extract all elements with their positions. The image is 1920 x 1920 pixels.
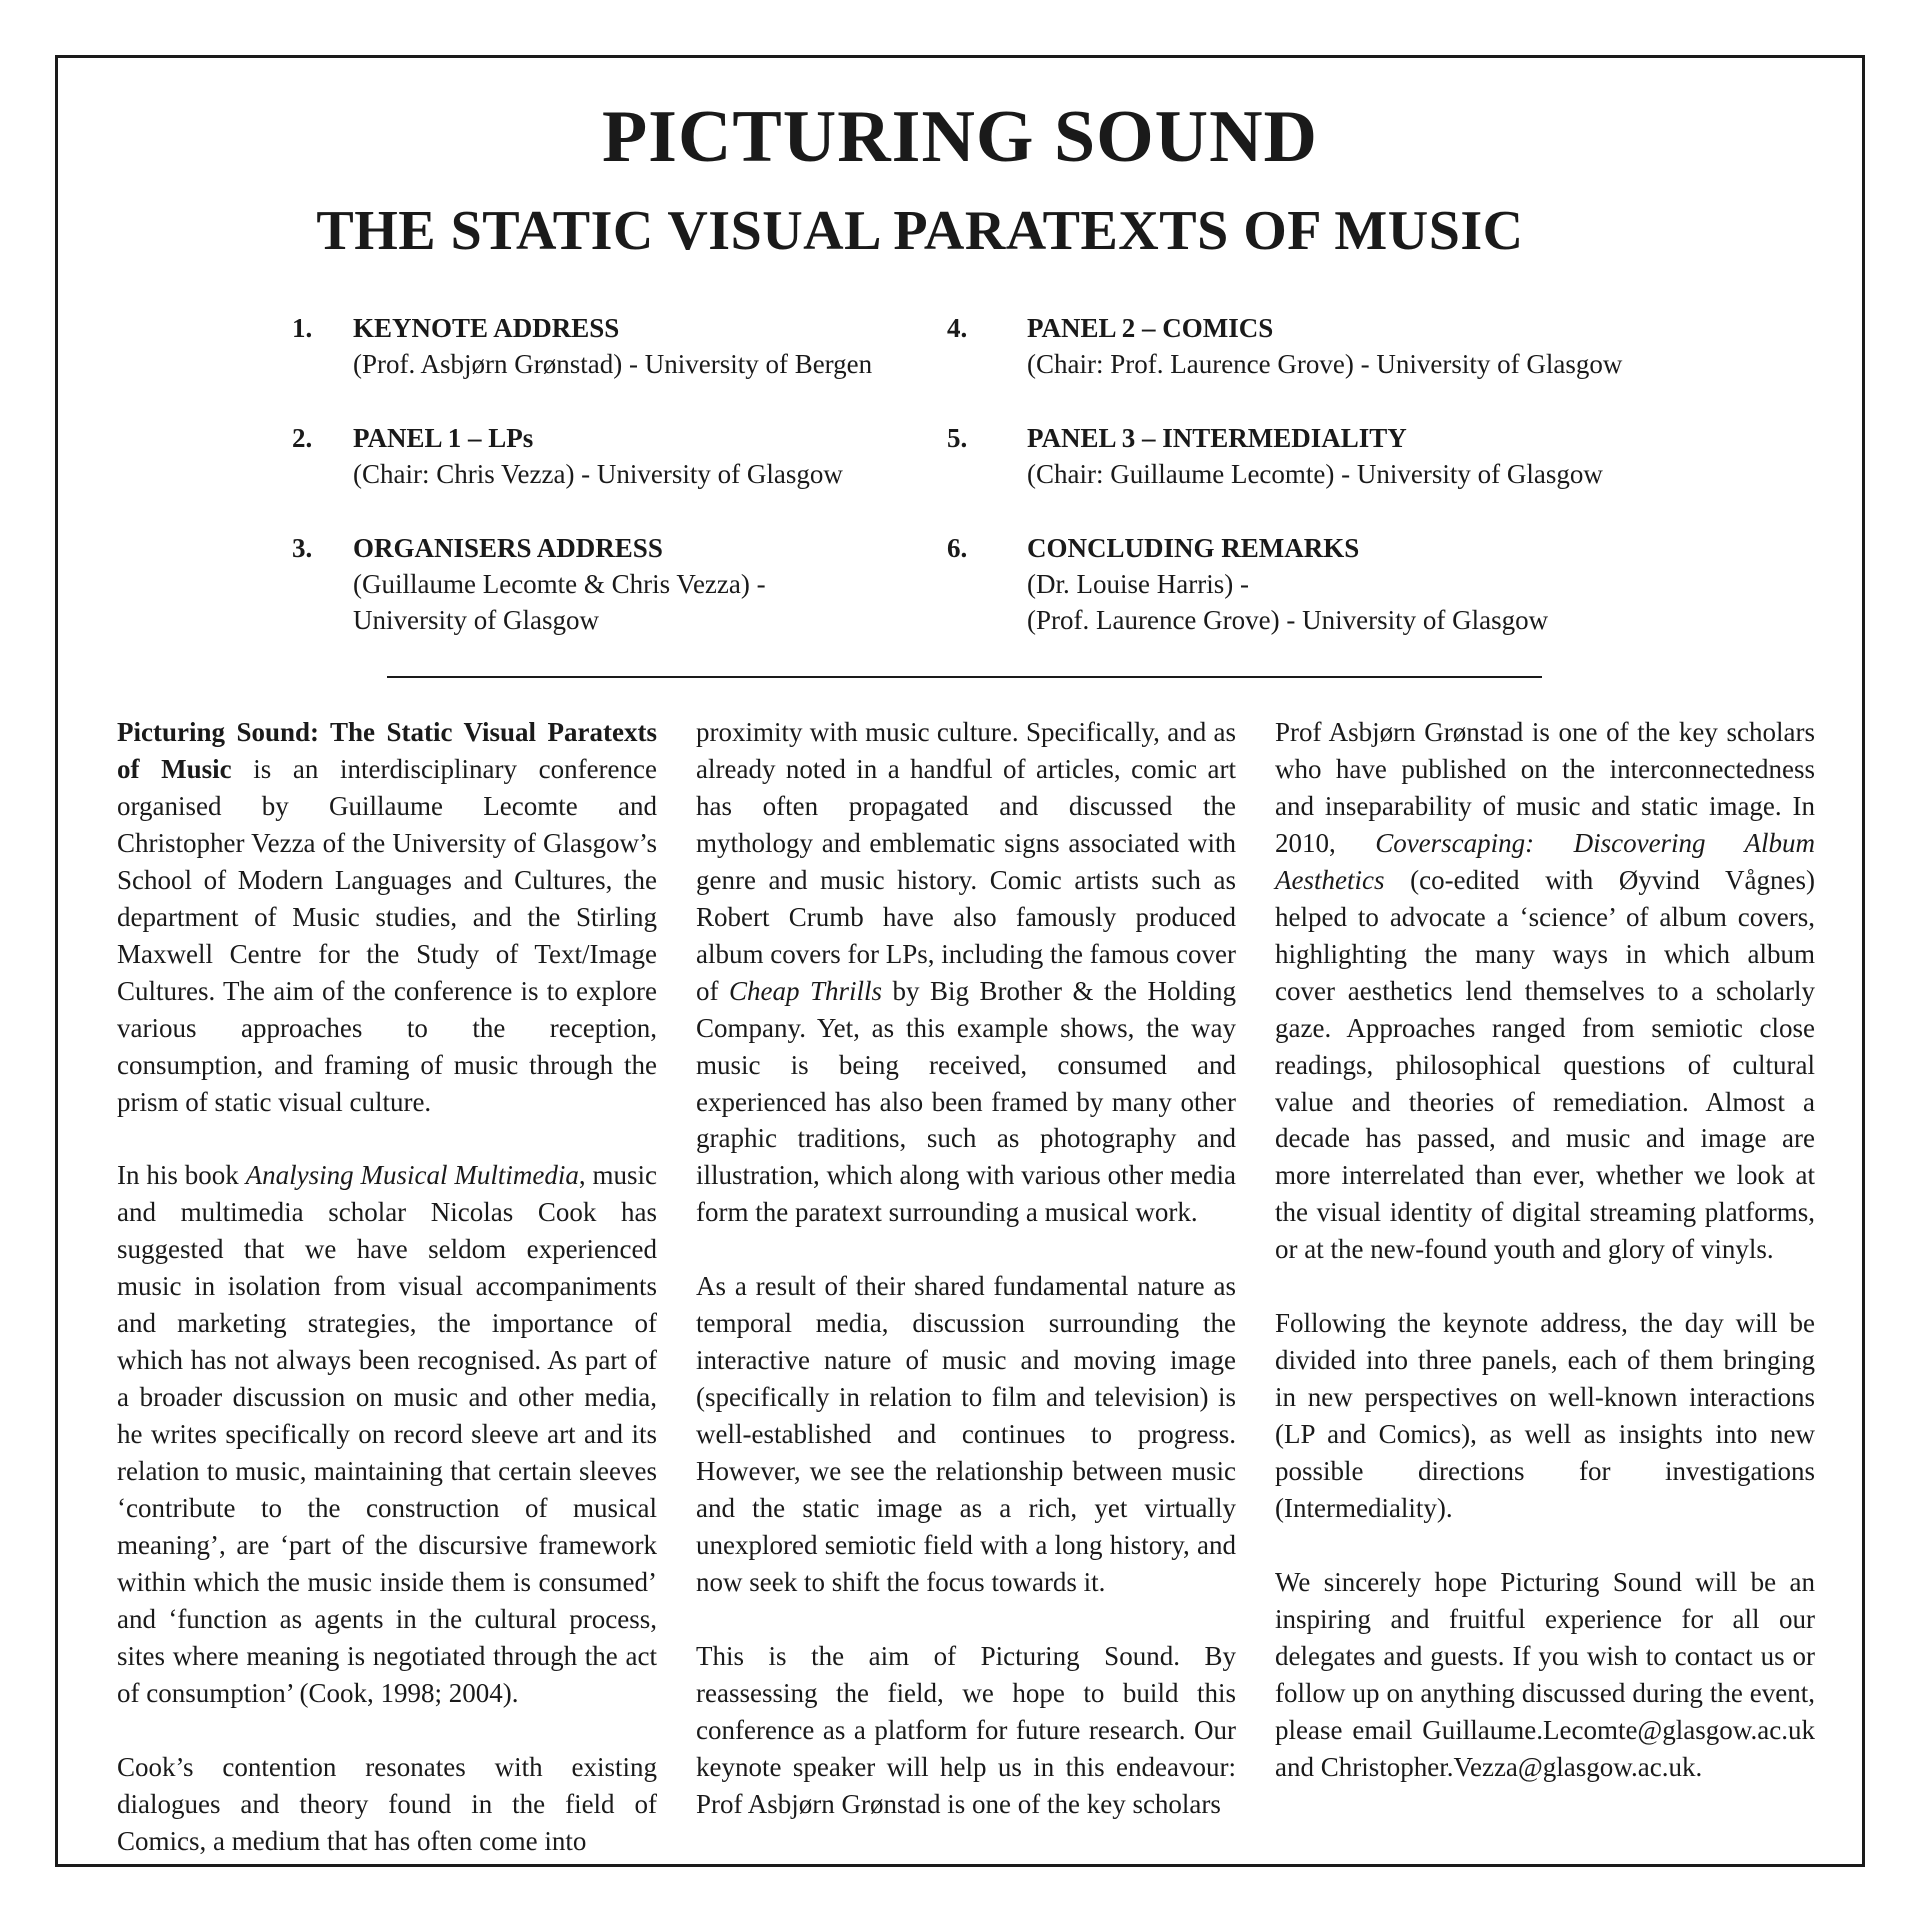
item-detail: (Chair: Prof. Laurence Grove) - University of Glasgow <box>1027 349 1623 379</box>
page-subtitle: THE STATIC VISUAL PARATEXTS OF MUSIC <box>316 200 1524 262</box>
text-column-1 <box>117 714 657 1860</box>
item-detail: (Prof. Asbjørn Grønstad) - University of Bergen <box>353 349 873 379</box>
conference-name: Picturing Sound: The Static Visual Paratexts of Music <box>117 717 657 784</box>
item-detail: (Chair: Chris Vezza) - University of Glasgow <box>353 459 843 489</box>
paragraph: We sincerely hope Picturing Sound will be an inspiring and fruitful experience for all our delegates and guests. If you wish to contact us or follow up on anything discussed during the event, please email Guillaume.Lecomte@glasgow.ac.uk and Christopher.Vezza@glasgow.ac.uk. <box>1275 1567 1815 1782</box>
book-title: Coverscaping: Discovering Album Aesthetics <box>1275 827 1815 895</box>
item-detail: University of Glasgow <box>353 605 599 635</box>
section-divider <box>387 676 1542 678</box>
item-number: 1. <box>292 313 313 343</box>
item-detail: (Dr. Louise Harris) - <box>1027 569 1249 599</box>
item-number: 3. <box>292 533 313 563</box>
page-title: PICTURING SOUND <box>601 96 1318 178</box>
paragraph: Cook’s contention resonates with existing dialogues and theory found in the field of Comics, a medium that has often come into <box>117 1751 657 1856</box>
item-detail: (Prof. Laurence Grove) - University of Glasgow <box>1027 605 1549 635</box>
item-detail: (Guillaume Lecomte & Chris Vezza) - <box>353 569 766 599</box>
album-title: Cheap Thrills <box>729 975 883 1006</box>
item-heading: PANEL 3 – INTERMEDIALITY <box>1027 423 1407 453</box>
item-heading: CONCLUDING REMARKS <box>1027 533 1360 563</box>
item-heading: ORGANISERS ADDRESS <box>353 533 663 563</box>
text-column-2 <box>696 714 1236 1823</box>
item-number: 2. <box>292 423 313 453</box>
paragraph: Following the keynote address, the day will be divided into three panels, each of them bringing in new perspectives on well-known interactions (LP and Comics), as well as insights into new possible directions for investigations (Intermediality). <box>1275 1308 1815 1524</box>
item-heading: PANEL 1 – LPs <box>353 423 534 453</box>
paragraph: proximity with music culture. Specifically, and as already noted in a handful of articles, comic art has often propagated and discussed the mythology and emblematic signs associated with genre and music history. Comic artists such as Robert Crumb have also famously produced album covers for LPs, including the famous cover of Cheap Thrills by Big Brother & the Holding Company. Yet, as this example shows, the way music is being received, consumed and experienced has also been framed by many other graphic traditions, such as photography and illustration, which along with various other media form the paratext surrounding a musical work. <box>696 717 1236 1228</box>
text-column-3 <box>1275 714 1815 1786</box>
item-detail: (Chair: Guillaume Lecomte) - University of Glasgow <box>1027 459 1603 489</box>
paragraph: Picturing Sound: The Static Visual Paratexts of Music is an interdisciplinary conference organised by Guillaume Lecomte and Christopher Vezza of the University of Glasgow’s School of Modern Languages and Cultures, the department of Music studies, and the Stirling Maxwell Centre for the Study of Text/Image Cultures. The aim of the conference is to explore various approaches to the reception, consumption, and framing of music through the prism of static visual culture. <box>117 717 657 1117</box>
item-heading: PANEL 2 – COMICS <box>1027 313 1274 343</box>
paragraph: Prof Asbjørn Grønstad is one of the key scholars who have published on the interconnectedness and inseparability of music and static image. In 2010, Coverscaping: Discovering Album Aesthetics (co-edited with Øyvind Vågnes) helped to advocate a ‘science’ of album covers, highlighting the many ways in which album cover aesthetics lend themselves to a scholarly gaze. Approaches ranged from semiotic close readings, philosophical questions of cultural value and theories of remediation. Almost a decade has passed, and music and image are more interrelated than ever, whether we look at the visual identity of digital streaming platforms, or at the new-found youth and glory of vinyls. <box>1275 717 1815 1265</box>
paragraph: As a result of their shared fundamental nature as temporal media, discussion surrounding the interactive nature of music and moving image (specifically in relation to film and television) is well-established and continues to progress. However, we see the relationship between music and the static image as a rich, yet virtually unexplored semiotic field with a long history, and now seek to shift the focus towards it. <box>696 1271 1236 1597</box>
item-number: 6. <box>947 533 968 563</box>
paragraph: This is the aim of Picturing Sound. By reassessing the field, we hope to build this conference as a platform for future research. Our keynote speaker will help us in this endeavour: Prof Asbjørn Grønstad is one of the key scholars <box>696 1640 1236 1819</box>
item-heading: KEYNOTE ADDRESS <box>353 313 620 343</box>
book-title: Analysing Musical Multimedia <box>245 1160 579 1191</box>
item-number: 5. <box>947 423 968 453</box>
item-number: 4. <box>947 313 968 343</box>
paragraph: In his book Analysing Musical Multimedia, music and multimedia scholar Nicolas Cook has suggested that we have seldom experienced music in isolation from visual accompaniments and marketing strategies, the importance of which has not always been recognised. As part of a broader discussion on music and other media, he writes specifically on record sleeve art and its relation to music, maintaining that certain sleeves ‘contribute to the construction of musical meaning’, are ‘part of the discursive framework within which the music inside them is consumed’ and ‘function as agents in the cultural process, sites where meaning is negotiated through the act of consumption’ (Cook, 1998; 2004). <box>117 1160 658 1708</box>
